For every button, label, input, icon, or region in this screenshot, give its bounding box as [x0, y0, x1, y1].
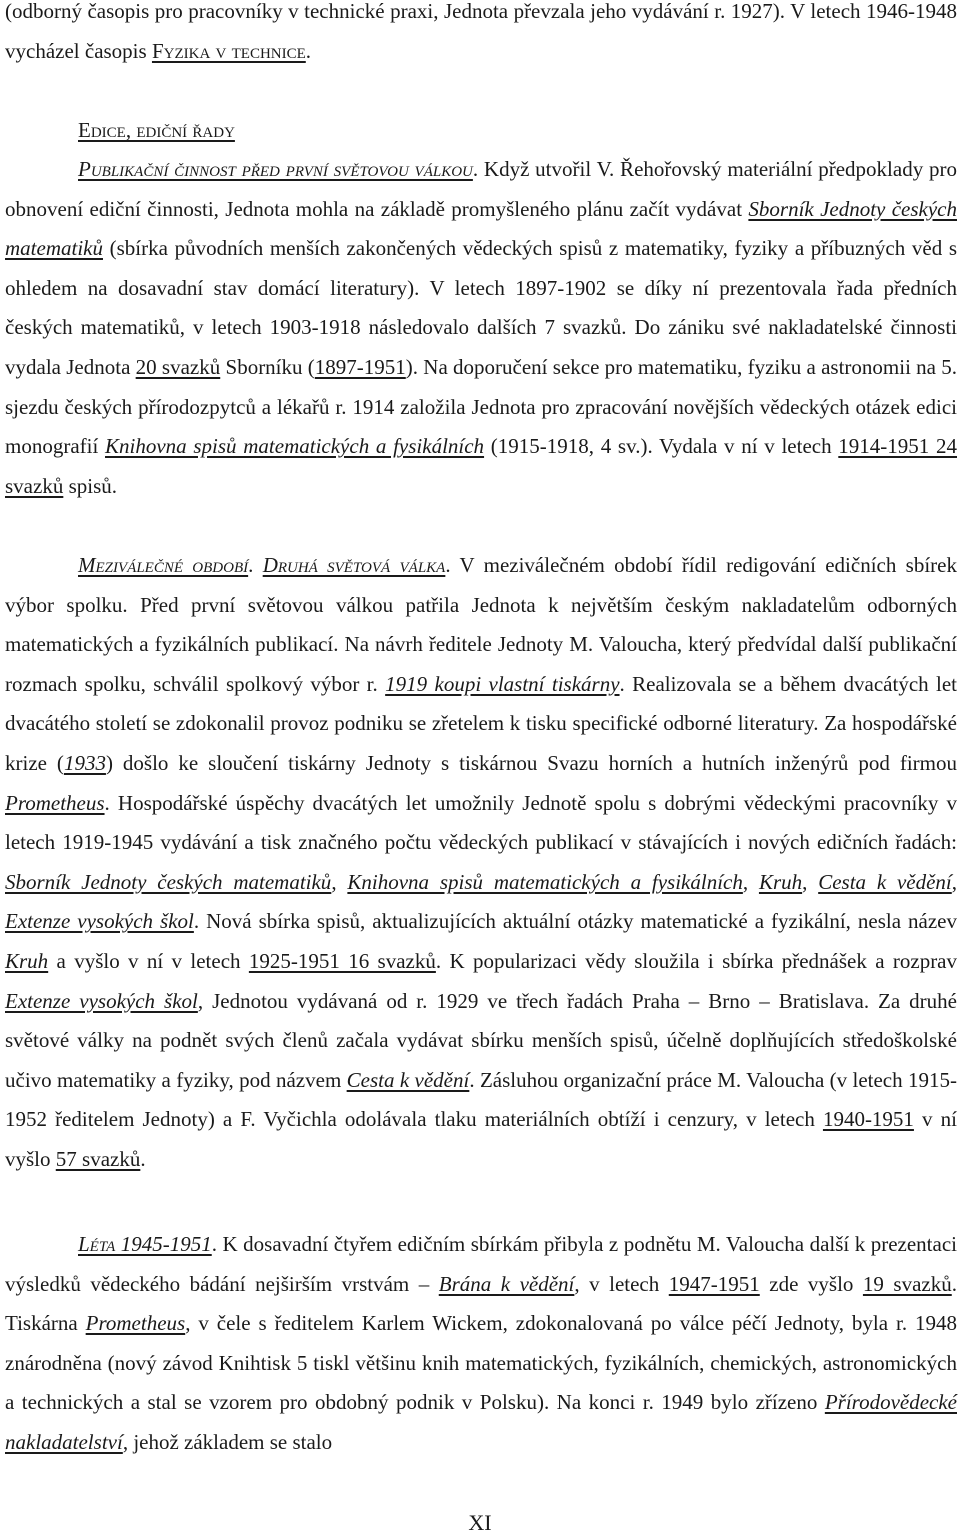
paragraph-mezivalecne: Meziválečné období. Druhá světová válka. V meziválečném období řídil redigování edičních sbírek výbor spolku. Před první světovou válkou patřila Jednota k největším českým nakladatelům odborných matematických a fyzikálních publikací. Na návrh ředitele Jednoty M. Valoucha, který předvídal další publikační rozmach spolku, schválil spolkový výbor r. 1919 koupi vlastní tiskárny. Realizovala se a během dvacátých let dvacátého století se zdokonalil provoz podniku se zřetelem k tisku specifické odborné literatury. Za hospodářské krize (1933) došlo ke sloučení tiskárny Jednoty s tiskárnou Svazu horních a hutních inženýrů pod firmou Prometheus. Hospodářské úspěchy dvacátých let umožnily Jednotě spolu s dobrými vědeckými pracovníky v letech 1919-1945 vydávání a tisk značného počtu vědeckých publikací v stávajících i nových edičních řadách: Sborník Jednoty českých matematiků, Knihovna spisů matematických a fysikálních, Kruh, Cesta k vědění, Extenze vysokých škol. Nová sbírka spisů, aktualizujících aktuální otázky matematické a fyzikální, nesla název Kruh a vyšlo v ní v letech 1925-1951 16 svazků. K popularizaci vědy sloužila i sbírka přednášek a rozprav Extenze vysokých škol, Jednotou vydávaná od r. 1929 ve třech řadách Praha – Brno – Bratislava. Za druhé světové války na podnět svých členů začala vydávat sbírku menších spisů, účelně doplňujících středoškolské učivo matematiky a fyziky, pod názvem Cesta k vědění. Zásluhou organizační práce M. Valoucha (v letech 1915-1952 ředitelem Jednoty) a F. Vyčichla odolávala tlaku materiálních obtíží i cenzury, v letech 1940-1951 v ní vyšlo 57 svazků.	[5, 553, 958, 1171]
link-1940-1951[interactable]: 1940-1951	[822, 1107, 914, 1132]
link-sbornik[interactable]: Sborník Jednoty českých matematiků	[5, 196, 957, 261]
link-1925-1951[interactable]: 1925-1951 16 svazků	[248, 948, 436, 973]
link-1919-tiskarna[interactable]: 1919 koupi vlastní tiskárny	[385, 671, 620, 696]
link-kruh[interactable]: Kruh	[758, 869, 803, 894]
paragraph-leta-1945-1951: Léta 1945-1951. K dosavadní čtyřem edičním sbírkám přibyla z podnětu M. Valoucha další k prezentaci výsledků vědeckého bádání nejširším vrstvám – Brána k vědění, v letech 1947-1951 zde vyšlo 19 svazků. Tiskárna Prometheus, v čele s ředitelem Karlem Wickem, zdokonalovaná po válce péčí Jednoty, byla r. 1948 znárodněna (nový závod Knihtisk 5 tiskl většinu knih matematických, fyzikálních, chemických, astronomických a technických a stal se vzorem pro obdobný podnik v Polsku). Na konci r. 1949 bylo zřízeno Přírodovědecké nakladatelství, jehož základem se stalo	[5, 1232, 957, 1454]
journal-title-link[interactable]: Fyzika v technice	[151, 38, 306, 63]
link-knihovna-2[interactable]: Knihovna spisů matematických a fysikálních	[347, 869, 743, 894]
link-brana-k-vedeni[interactable]: Brána k vědění	[438, 1271, 575, 1296]
link-sbornik-2[interactable]: Sborník Jednoty českých matematiků	[5, 869, 332, 894]
link-knihovna[interactable]: Knihovna spisů matematických a fysikálních	[105, 434, 485, 459]
page-number: XI	[468, 1510, 492, 1535]
section-heading-edice[interactable]: Edice, ediční řady	[78, 118, 235, 142]
subheading-druha-valka[interactable]: Druhá světová válka	[262, 553, 446, 577]
link-prometheus[interactable]: Prometheus	[5, 790, 105, 815]
link-prirodovedecke-nakladatelstvi[interactable]: Přírodovědecké nakladatelství	[5, 1390, 957, 1454]
subheading-pred-valkou[interactable]: Publikační činnost před první světovou válkou	[78, 157, 473, 181]
link-1933[interactable]: 1933	[63, 750, 106, 775]
link-extenze-2[interactable]: Extenze vysokých škol	[5, 988, 198, 1013]
link-19-svazku[interactable]: 19 svazků	[862, 1271, 952, 1296]
link-kruh-2[interactable]: Kruh	[5, 948, 49, 973]
link-20-svazku[interactable]: 20 svazků	[135, 354, 221, 379]
link-cesta-k-vedeni[interactable]: Cesta k vědění	[818, 869, 952, 894]
link-1897-1951[interactable]: 1897-1951	[314, 354, 406, 379]
link-prometheus-2[interactable]: Prometheus	[85, 1311, 186, 1336]
link-57-svazku[interactable]: 57 svazků	[55, 1146, 141, 1171]
subheading-leta-1945-1951[interactable]: Léta 1945-1951	[78, 1232, 212, 1256]
paragraph-journal: (odborný časopis pro pracovníky v technické praxi, Jednota převzala jeho vydávání r. 1927). V letech 1946-1948 vycházel časopis Fyzika v technice.	[5, 0, 957, 63]
paragraph-publikacni-cinnost: Publikační činnost před první světovou válkou. Když utvořil V. Řehořovský materiální předpoklady pro obnovení ediční činnosti, Jednota mohla na základě promyšleného plánu začít vydávat Sborník Jednoty českých matematiků (sbírka původních menších zakončených vědeckých spisů z matematiky, fyziky a příbuzných věd s ohledem na dosavadní stav domácí literatury). V letech 1897-1902 se díky ní prezentovala řada předních českých matematiků, v letech 1903-1918 následovalo dalších 7 svazků. Do zániku své nakladatelské činnosti vydala Jednota 20 svazků Sborníku (1897-1951). Na doporučení sekce pro matematiku, fyziku a astronomii na 5. sjezdu českých přírodozpytců a lékařů r. 1914 založila Jednota pro zpracování novějších vědeckých otázek edici monografií Knihovna spisů matematických a fysikálních (1915-1918, 4 sv.). Vydala v ní v letech 1914-1951 24 svazků spisů.	[5, 157, 958, 498]
subheading-mezivalecne[interactable]: Meziválečné období	[78, 553, 249, 577]
link-1914-1951[interactable]: 1914-1951 24 svazků	[5, 434, 957, 498]
link-1947-1951[interactable]: 1947-1951	[668, 1271, 760, 1296]
link-extenze[interactable]: Extenze vysokých škol	[5, 909, 194, 934]
link-cesta-k-vedeni-2[interactable]: Cesta k vědění	[346, 1067, 470, 1092]
